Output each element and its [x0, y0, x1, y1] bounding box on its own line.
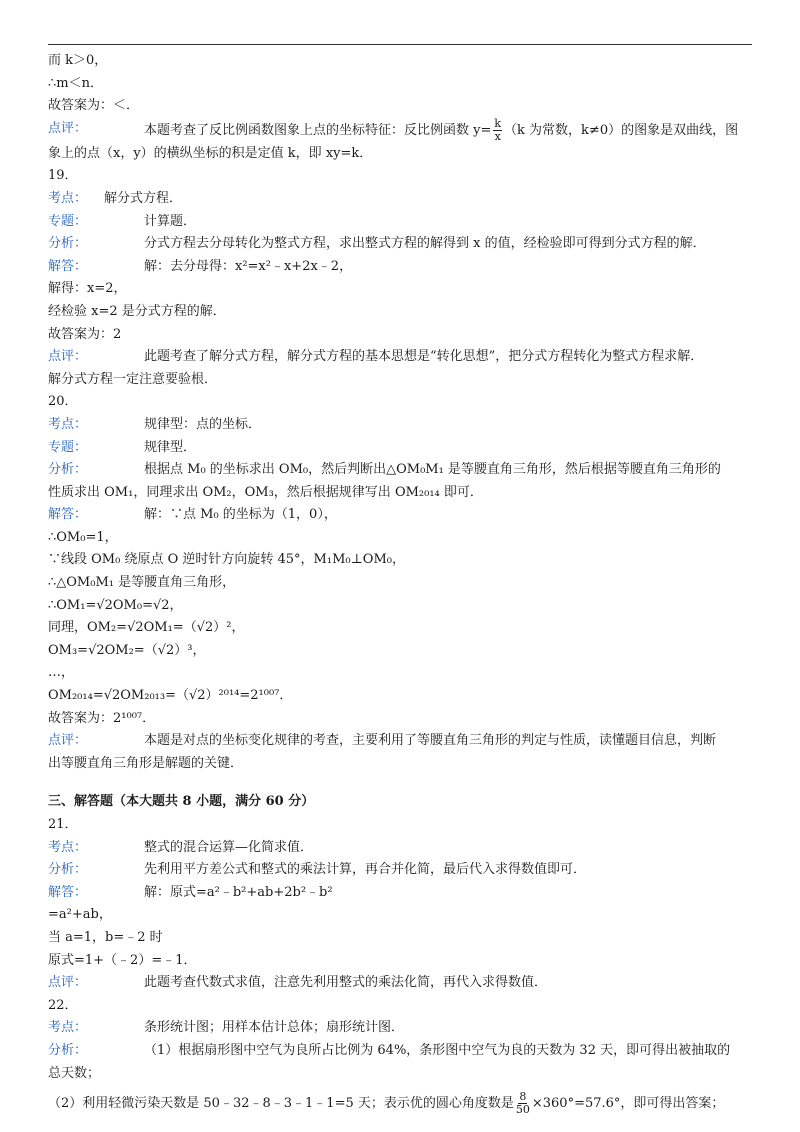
text-fragment: 本题考查了反比例函数图象上点的坐标特征：反比例函数 y= [144, 122, 492, 138]
text-line: ∵线段 OM₀ 绕原点 O 逆时针方向旋转 45°，M₁M₀⊥OM₀， [48, 552, 405, 568]
fraction-numerator: k [494, 116, 502, 130]
zhuanti-label: 专题： [48, 213, 88, 229]
question-number: 19． [48, 168, 78, 184]
header-rule [48, 44, 752, 45]
text-line: 经检验 x=2 是分式方程的解． [48, 303, 226, 319]
zhuanti-row [48, 211, 752, 234]
text-line: 原式=1+（﹣2）=﹣1． [48, 952, 197, 968]
text-line: 出等腰直角三角形是解题的关键． [48, 755, 244, 771]
jieda-text: 解：∵点 M₀ 的坐标为（1，0）， [144, 507, 337, 523]
kaodian-row [48, 188, 752, 211]
fenxi-row [48, 233, 752, 256]
fenxi-row [48, 1040, 752, 1063]
text-line: 象上的点（x，y）的横纵坐标的积是定值 k，即 xy=k． [48, 145, 373, 161]
comment-label: 点评： [48, 120, 88, 136]
text-line: 而 k＞0， [48, 53, 108, 68]
fraction [493, 118, 502, 143]
jieda-label: 解答： [48, 507, 88, 523]
jieda-label: 解答： [48, 884, 88, 900]
kaodian-text: 解分式方程． [104, 190, 183, 206]
text-line: 同理，OM₂=√2OM₁=（√2）²， [48, 620, 245, 636]
text-fragment: （k 为常数，k≠0）的图象是双曲线，图 [504, 122, 739, 138]
jieda-row [48, 504, 752, 527]
kaodian-row [48, 414, 752, 437]
kaodian-label: 考点： [48, 1020, 88, 1036]
fenxi-row [48, 859, 752, 882]
text-line: OM₃=√2OM₂=（√2）³， [48, 642, 206, 658]
text-line [48, 1091, 752, 1116]
question-number: 21． [48, 817, 78, 832]
fenxi-text: （1）根据扇形图中空气为良所占比例为 64%，条形图中空气为良的天数为 32 天，即可得出被抽取的 [144, 1042, 731, 1058]
kaodian-label: 考点： [48, 839, 88, 855]
kaodian-row [48, 1017, 752, 1040]
fenxi-text: 先利用平方差公式和整式的乘法计算，再合并化简，最后代入求得数值即可． [144, 862, 587, 878]
kaodian-row [48, 837, 752, 860]
jieda-row [48, 882, 752, 905]
jieda-text: 解：去分母得：x²=x²﹣x+2x﹣2， [144, 258, 353, 274]
comment-row [48, 972, 752, 995]
text-line: 解得：x=2， [48, 281, 127, 297]
comment-label: 点评： [48, 733, 88, 749]
question-number: 22． [48, 997, 78, 1013]
kaodian-label: 考点： [48, 416, 88, 432]
comment-row [48, 730, 752, 753]
text-line: 故答案为：＜． [48, 98, 140, 114]
text-line: 当 a=1，b=﹣2 时 [48, 929, 163, 945]
text-fragment: ×360°=57.6°，即可得出答案； [531, 1096, 725, 1112]
text-line: …， [48, 665, 75, 681]
question-number: 20． [48, 394, 78, 410]
kaodian-text: 条形统计图；用样本估计总体；扇形统计图． [144, 1020, 405, 1036]
zhuanti-label: 专题： [48, 439, 88, 455]
zhuanti-text: 计算题． [144, 213, 197, 229]
text-line: ∴△OM₀M₁ 是等腰直角三角形， [48, 575, 236, 591]
text-line: OM₂₀₁₄=√2OM₂₀₁₃=（√2）²⁰¹⁴=2¹⁰⁰⁷． [48, 688, 293, 704]
fraction-denominator: x [494, 129, 501, 143]
kaodian-label: 考点： [48, 190, 88, 206]
text-line: 故答案为：2 [48, 326, 122, 342]
comment-text: 此题考查了解分式方程，解分式方程的基本思想是“转化思想”，把分式方程转化为整式方程求解． [144, 349, 704, 365]
kaodian-text: 规律型：点的坐标． [144, 416, 262, 432]
fraction-numerator: 8 [519, 1090, 527, 1104]
fraction-denominator: 50 [515, 1103, 530, 1117]
text-line: =a²+ab， [48, 907, 112, 923]
fenxi-text: 根据点 M₀ 的坐标求出 OM₀，然后判断出△OM₀M₁ 是等腰直角三角形，然后根据等腰直角三角形的 [144, 462, 721, 478]
text-line: 性质求出 OM₁，同理求出 OM₂，OM₃，然后根据规律写出 OM₂₀₁₄ 即可． [48, 484, 483, 500]
zhuanti-text: 规律型． [144, 439, 197, 455]
text-line: ∴OM₁=√2OM₀=√2， [48, 597, 183, 613]
section-heading: 三、解答题（本大题共 8 小题，满分 60 分） [48, 794, 315, 810]
comment-label: 点评： [48, 975, 88, 991]
zhuanti-row [48, 437, 752, 460]
fenxi-text: 分式方程去分母转化为整式方程，求出整式方程的解得到 x 的值，经检验即可得到分式方程的解． [144, 236, 706, 252]
text-line: ∴OM₀=1， [48, 529, 118, 545]
jieda-text: 解：原式=a²﹣b²+ab+2b²﹣b² [144, 884, 333, 900]
fenxi-label: 分析： [48, 462, 88, 478]
comment-row [48, 118, 752, 143]
fenxi-label: 分析： [48, 862, 88, 878]
text-line: 故答案为：2¹⁰⁰⁷． [48, 710, 156, 726]
fenxi-label: 分析： [48, 236, 88, 252]
fenxi-row [48, 459, 752, 482]
comment-row [48, 346, 752, 369]
text-line: ∴m＜n． [48, 75, 103, 91]
jieda-row [48, 256, 752, 279]
jieda-label: 解答： [48, 258, 88, 274]
fraction [516, 1091, 530, 1116]
comment-text [144, 118, 752, 143]
document-body [48, 50, 752, 1116]
comment-text: 此题考查代数式求值，注意先利用整式的乘法化简，再代入求得数值． [144, 975, 548, 991]
kaodian-text: 整式的混合运算—化简求值． [144, 839, 314, 855]
fenxi-label: 分析： [48, 1042, 88, 1058]
text-line: 解分式方程一定注意要验根． [48, 371, 218, 387]
comment-text: 本题是对点的坐标变化规律的考查，主要利用了等腰直角三角形的判定与性质，读懂题目信息，判断 [144, 733, 717, 749]
text-line: 总天数； [48, 1065, 101, 1081]
spacer [48, 775, 752, 791]
text-fragment: （2）利用轻微污染天数是 50﹣32﹣8﹣3﹣1﹣1=5 天；表示优的圆心角度数是 [48, 1096, 514, 1112]
comment-label: 点评： [48, 349, 88, 365]
